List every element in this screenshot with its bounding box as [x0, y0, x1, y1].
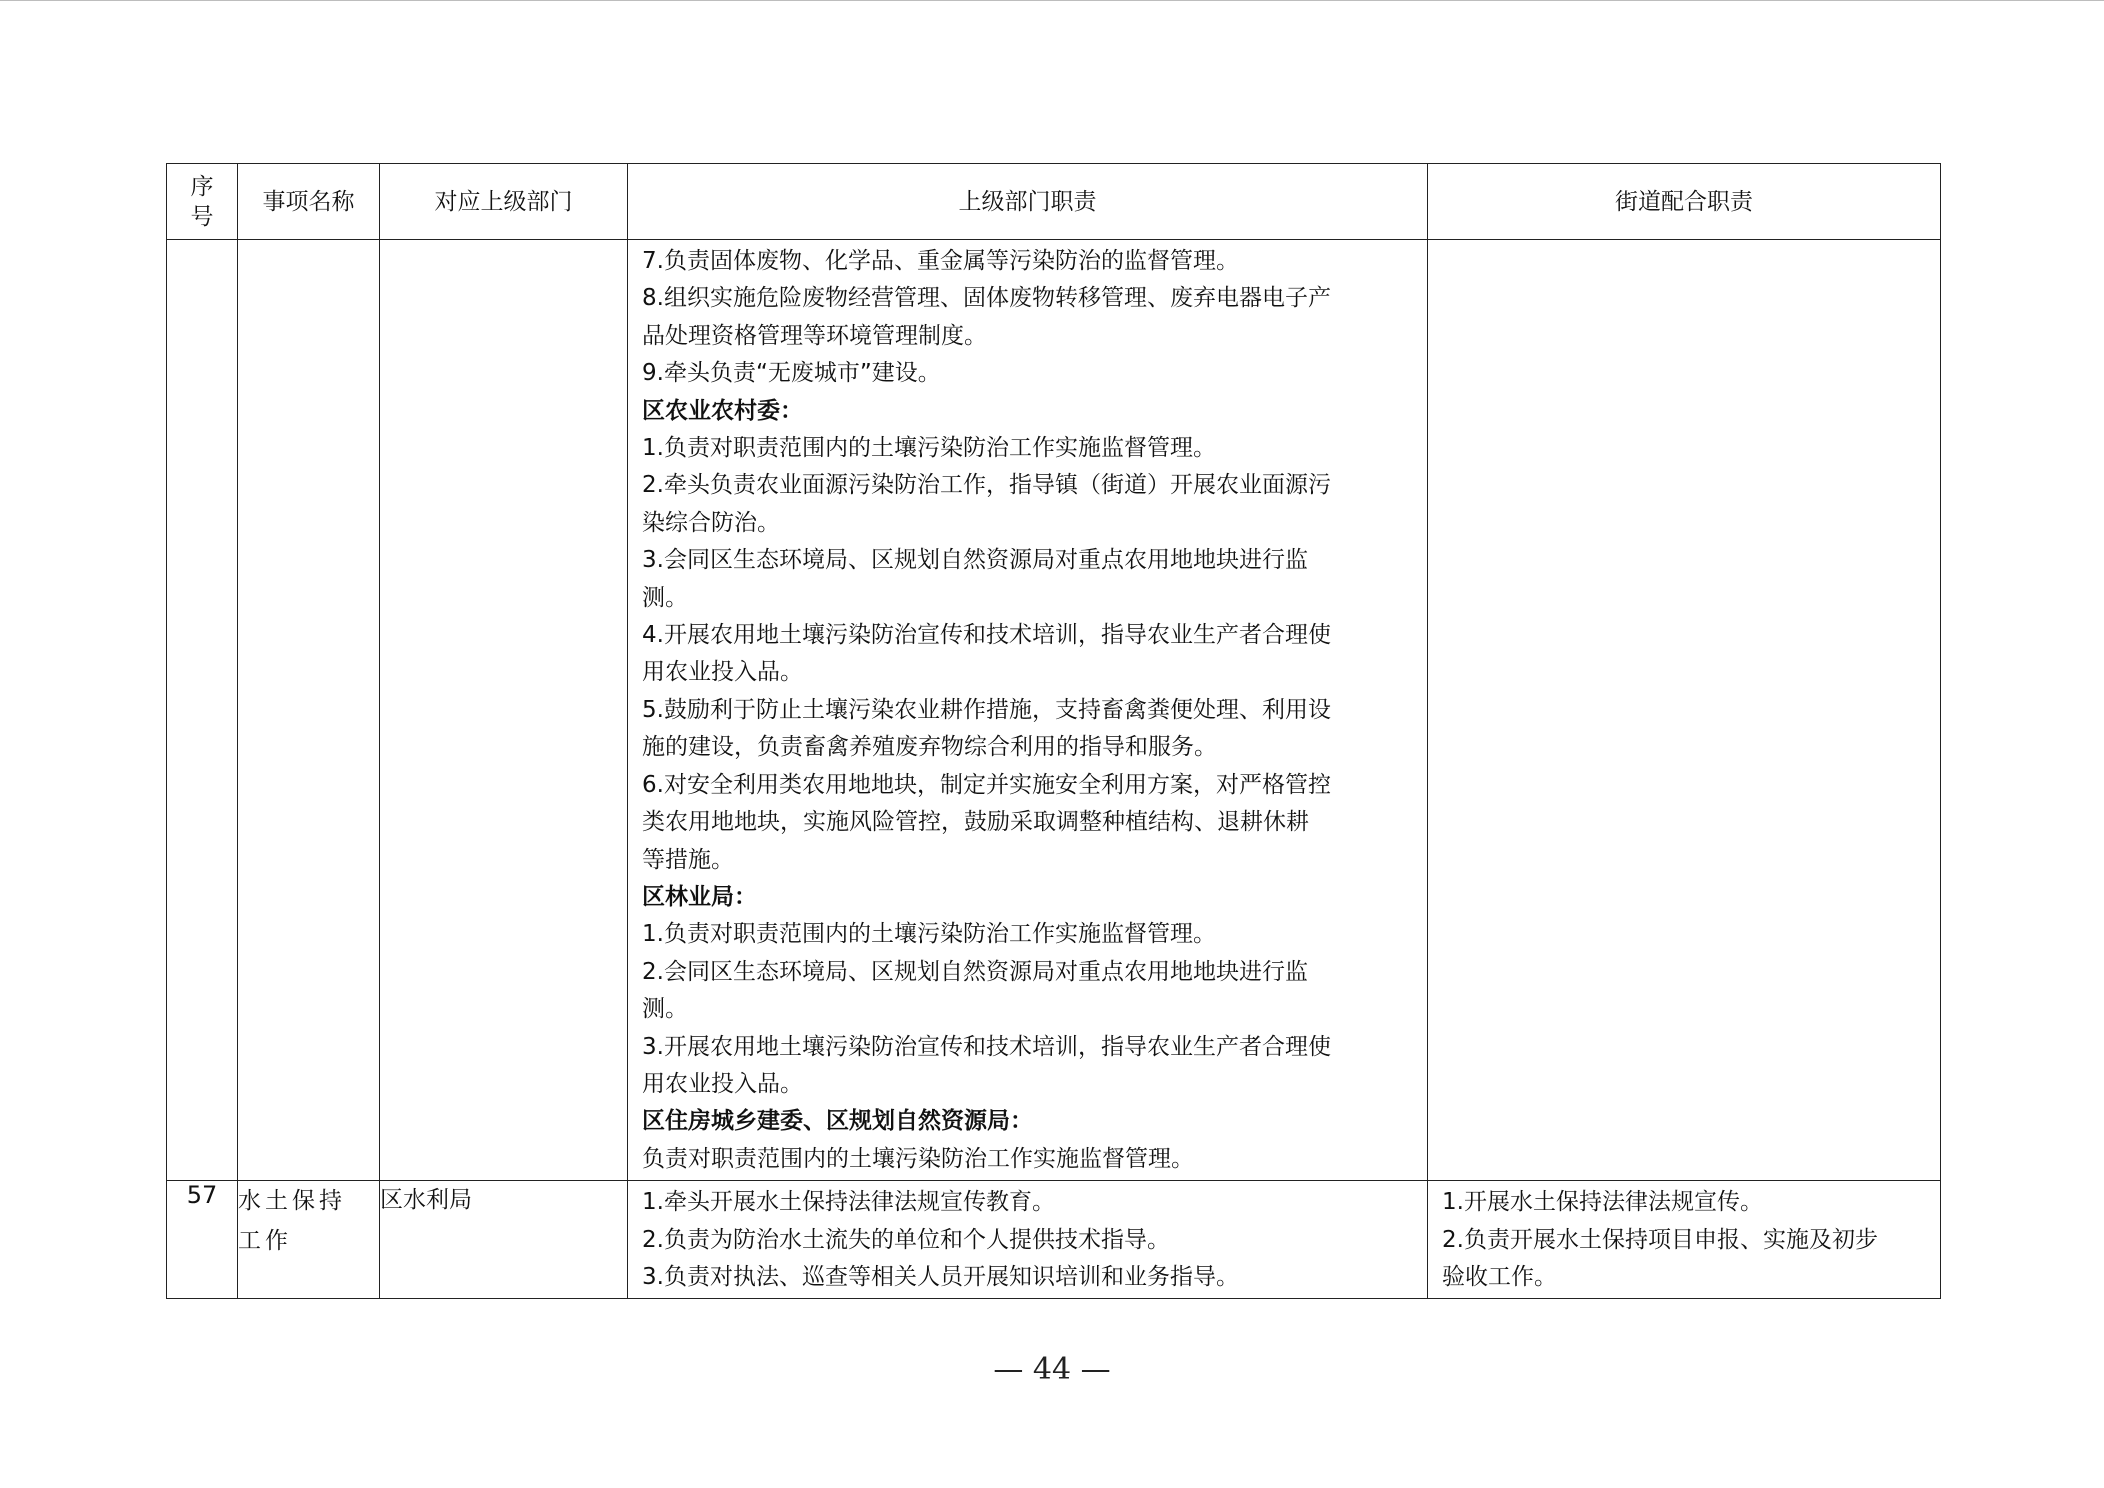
duty-line: 测。 [642, 996, 688, 1023]
row57-item-name-cell [238, 1181, 380, 1299]
table-row-continued [167, 240, 1941, 1181]
row57-street-duties-cell [1428, 1181, 1941, 1299]
duty-line: 2.会同区生态环境局、区规划自然资源局对重点农用地地块进行监 [642, 958, 1308, 985]
duty-lines [628, 240, 1427, 1180]
duty-line: 6.对安全利用类农用地地块，制定并实施安全利用方案，对严格管控 [642, 771, 1331, 798]
duty-line: 类农用地地块，实施风险管控，鼓励采取调整种植结构、退耕休耕 [642, 809, 1309, 836]
duty-line: 1.开展水土保持法律法规宣传。 [1442, 1189, 1763, 1216]
header-seq-line2: 号 [190, 203, 214, 230]
row1-upper-duties-cell [628, 240, 1428, 1181]
section-heading-line: 区住房城乡建委、区规划自然资源局： [642, 1108, 1033, 1135]
duty-line: 施的建设，负责畜禽养殖废弃物综合利用的指导和服务。 [642, 734, 1217, 761]
duty-line: 4.开展农用地土壤污染防治宣传和技术培训，指导农业生产者合理使 [642, 622, 1331, 649]
page-number: — 44 — [993, 1352, 1111, 1387]
duty-line: 染综合防治。 [642, 509, 780, 536]
section-heading-line: 区林业局： [642, 883, 757, 910]
duty-table [166, 163, 1941, 1299]
row57-item-name-line1: 水土保持 [238, 1188, 346, 1215]
duty-line: 3.开展农用地土壤污染防治宣传和技术培训，指导农业生产者合理使 [642, 1033, 1331, 1060]
table-header-row [167, 164, 1941, 240]
duty-line: 等措施。 [642, 846, 734, 873]
header-upper-dept: 对应上级部门 [380, 164, 628, 240]
table-row-57 [167, 1181, 1941, 1299]
section-heading-line: 区农业农村委： [642, 397, 803, 424]
row57-upper-duties-cell [628, 1181, 1428, 1299]
duty-line: 2.负责为防治水土流失的单位和个人提供技术指导。 [642, 1226, 1170, 1253]
row1-street-duties-cell [1428, 240, 1941, 1181]
row57-seq-cell: 57 [167, 1181, 238, 1299]
duty-line: 9.牵头负责“无废城市”建设。 [642, 360, 941, 387]
header-seq-line1: 序 [190, 173, 214, 200]
duty-line: 3.会同区生态环境局、区规划自然资源局对重点农用地地块进行监 [642, 547, 1308, 574]
duty-line: 负责对职责范围内的土壤污染防治工作实施监督管理。 [642, 1145, 1194, 1172]
duty-line: 1.负责对职责范围内的土壤污染防治工作实施监督管理。 [642, 435, 1216, 462]
row1-seq-cell [167, 240, 238, 1181]
row57-item-name-line2: 工作 [238, 1228, 292, 1255]
street-duty-lines [1428, 1181, 1940, 1298]
duty-line: 品处理资格管理等环境管理制度。 [642, 322, 987, 349]
header-item-name: 事项名称 [238, 164, 380, 240]
duty-line: 8.组织实施危险废物经营管理、固体废物转移管理、废弃电器电子产 [642, 285, 1331, 312]
row1-dept-cell [380, 240, 628, 1181]
duty-line: 验收工作。 [1442, 1263, 1557, 1290]
header-upper-duties: 上级部门职责 [628, 164, 1428, 240]
header-seq [167, 164, 238, 240]
duty-line: 5.鼓励利于防止土壤污染农业耕作措施，支持畜禽粪便处理、利用设 [642, 696, 1331, 723]
duty-line: 用农业投入品。 [642, 1070, 803, 1097]
duty-line: 2.牵头负责农业面源污染防治工作，指导镇（街道）开展农业面源污 [642, 472, 1331, 499]
row1-item-name-cell [238, 240, 380, 1181]
header-street-duties: 街道配合职责 [1428, 164, 1941, 240]
top-border-rule [0, 0, 2104, 1]
duty-line: 1.牵头开展水土保持法律法规宣传教育。 [642, 1189, 1055, 1216]
row57-dept-cell: 区水利局 [380, 1181, 628, 1299]
duty-line: 测。 [642, 584, 688, 611]
duty-line: 3.负责对执法、巡查等相关人员开展知识培训和业务指导。 [642, 1263, 1239, 1290]
duty-line: 2.负责开展水土保持项目申报、实施及初步 [1442, 1226, 1878, 1253]
duty-line: 用农业投入品。 [642, 659, 803, 686]
duty-line: 7.负责固体废物、化学品、重金属等污染防治的监督管理。 [642, 248, 1239, 274]
duty-line: 1.负责对职责范围内的土壤污染防治工作实施监督管理。 [642, 921, 1216, 948]
duty-lines [628, 1181, 1427, 1298]
street-duty-lines [1428, 240, 1940, 245]
